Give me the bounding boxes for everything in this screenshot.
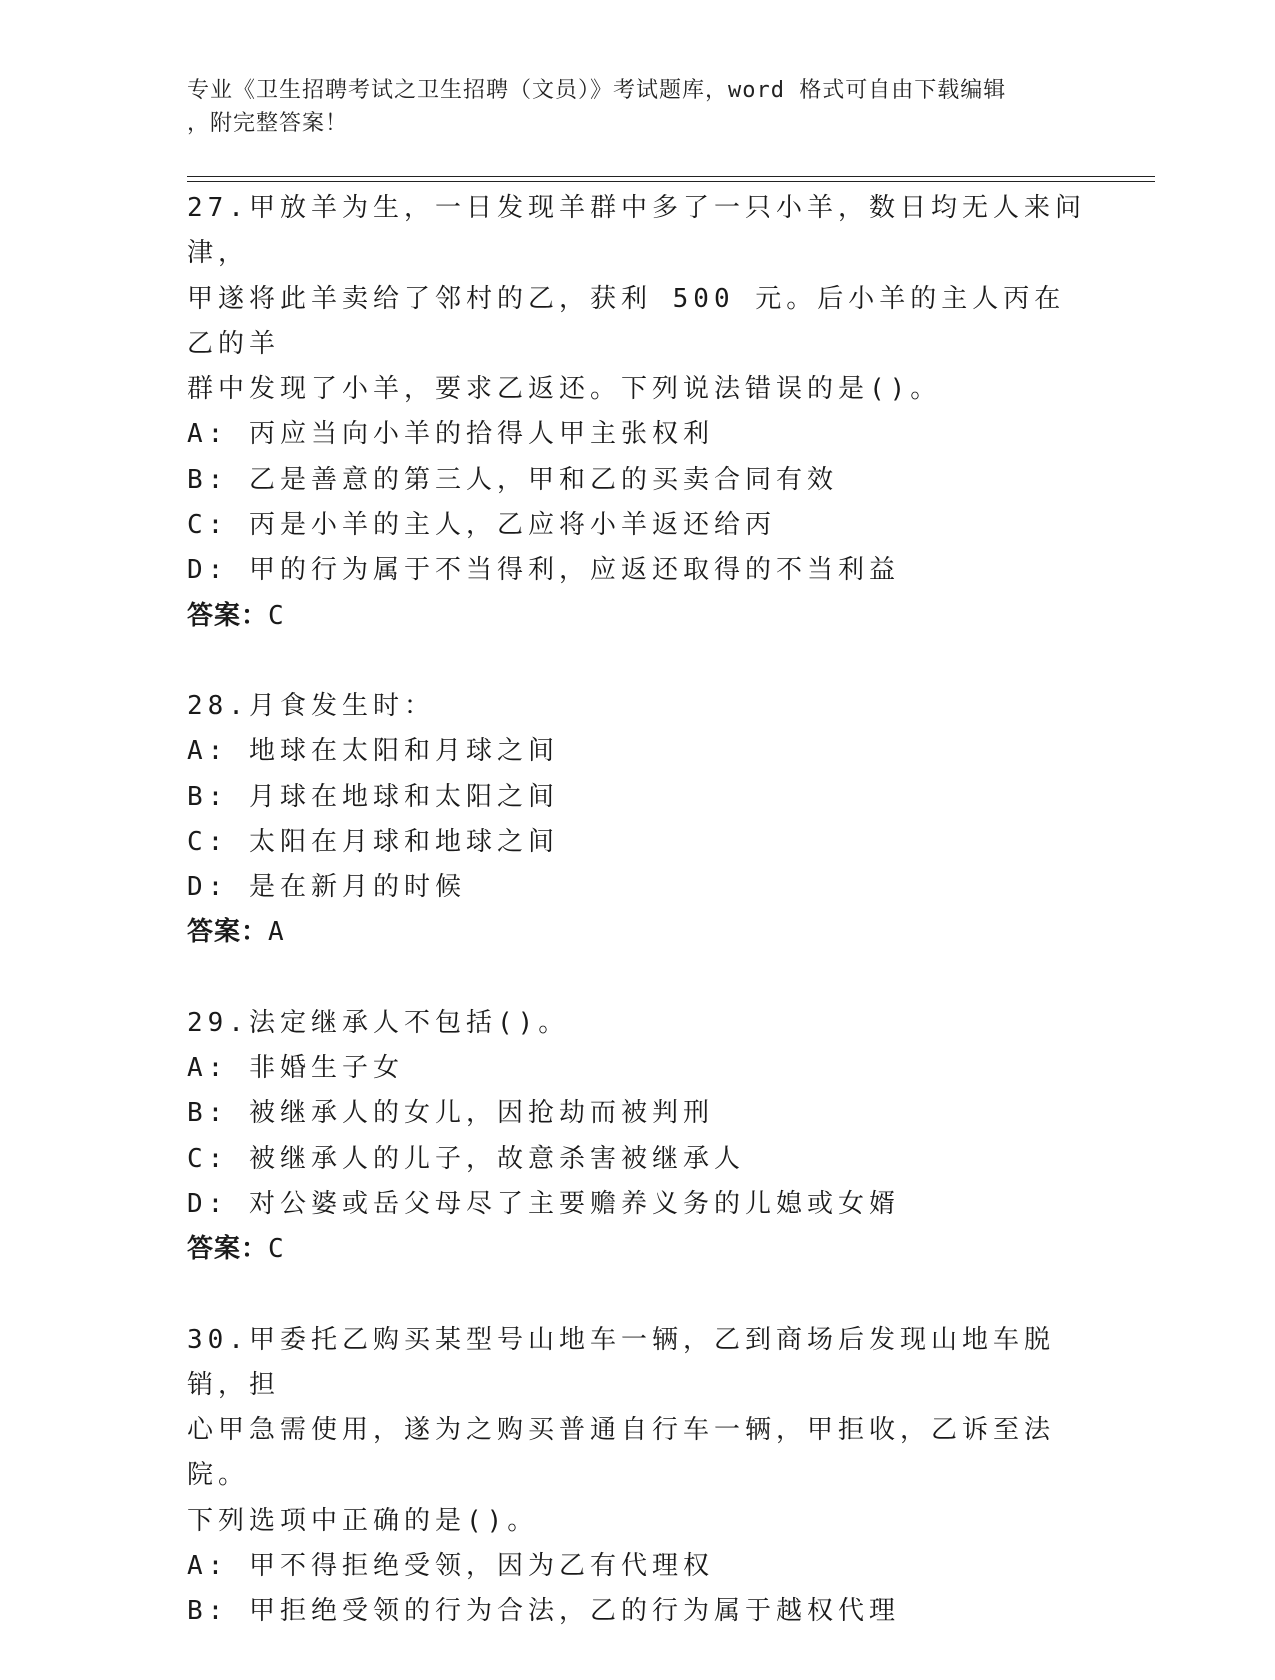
question-stem-line: 28.月食发生时： <box>187 690 435 721</box>
question-27 <box>187 186 1087 639</box>
question-stem-line: 甲遂将此羊卖给了邻村的乙，获利 500 元。后小羊的主人丙在乙的羊 <box>187 283 1066 359</box>
answer-line <box>187 594 1087 639</box>
answer-value: C <box>268 600 285 631</box>
header-divider-bottom <box>187 181 1155 182</box>
option-a: A: 丙应当向小羊的拾得人甲主张权利 <box>187 419 714 450</box>
option-d: D: 甲的行为属于不当得利，应返还取得的不当利益 <box>187 555 900 586</box>
question-stem-line: 心甲急需使用，遂为之购买普通自行车一辆，甲拒收，乙诉至法院。 <box>187 1415 1056 1491</box>
question-stem-line: 29.法定继承人不包括()。 <box>187 1007 570 1038</box>
answer-line <box>187 1227 1087 1272</box>
header-line-1: 专业《卫生招聘考试之卫生招聘（文员）》考试题库，word 格式可自由下载编辑 <box>187 78 1007 103</box>
answer-value: C <box>268 1234 285 1265</box>
document-header <box>187 74 1087 140</box>
option-b: B: 月球在地球和太阳之间 <box>187 781 559 812</box>
question-stem-line: 27.甲放羊为生，一日发现羊群中多了一只小羊，数日均无人来问津， <box>187 193 1086 269</box>
question-stem-line: 30.甲委托乙购买某型号山地车一辆，乙到商场后发现山地车脱销，担 <box>187 1324 1055 1400</box>
answer-value: A <box>268 917 285 948</box>
option-b: B: 甲拒绝受领的行为合法，乙的行为属于越权代理 <box>187 1596 900 1627</box>
option-a: A: 甲不得拒绝受领，因为乙有代理权 <box>187 1551 714 1582</box>
answer-label: 答案： <box>187 1234 269 1265</box>
option-c: C: 丙是小羊的主人，乙应将小羊返还给丙 <box>187 510 776 541</box>
option-a: A: 非婚生子女 <box>187 1053 404 1084</box>
answer-label: 答案： <box>187 917 269 948</box>
option-d: D: 是在新月的时候 <box>187 872 466 903</box>
answer-label: 答案： <box>187 600 269 631</box>
option-b: B: 被继承人的女儿，因抢劫而被判刑 <box>187 1098 714 1129</box>
question-29 <box>187 1001 1087 1273</box>
option-d: D: 对公婆或岳父母尽了主要赡养义务的儿媳或女婿 <box>187 1188 900 1219</box>
question-stem-line: 群中发现了小羊，要求乙返还。下列说法错误的是()。 <box>187 374 942 405</box>
option-c: C: 被继承人的儿子，故意杀害被继承人 <box>187 1143 745 1174</box>
answer-line <box>187 910 1087 955</box>
option-b: B: 乙是善意的第三人，甲和乙的买卖合同有效 <box>187 464 838 495</box>
header-line-2: ，附完整答案！ <box>187 111 349 136</box>
header-divider-top <box>187 176 1155 177</box>
question-30 <box>187 1318 1087 1635</box>
option-c: C: 太阳在月球和地球之间 <box>187 826 559 857</box>
question-stem-line: 下列选项中正确的是()。 <box>187 1505 539 1536</box>
question-list <box>187 186 1087 1680</box>
question-28 <box>187 684 1087 956</box>
option-a: A: 地球在太阳和月球之间 <box>187 736 559 767</box>
